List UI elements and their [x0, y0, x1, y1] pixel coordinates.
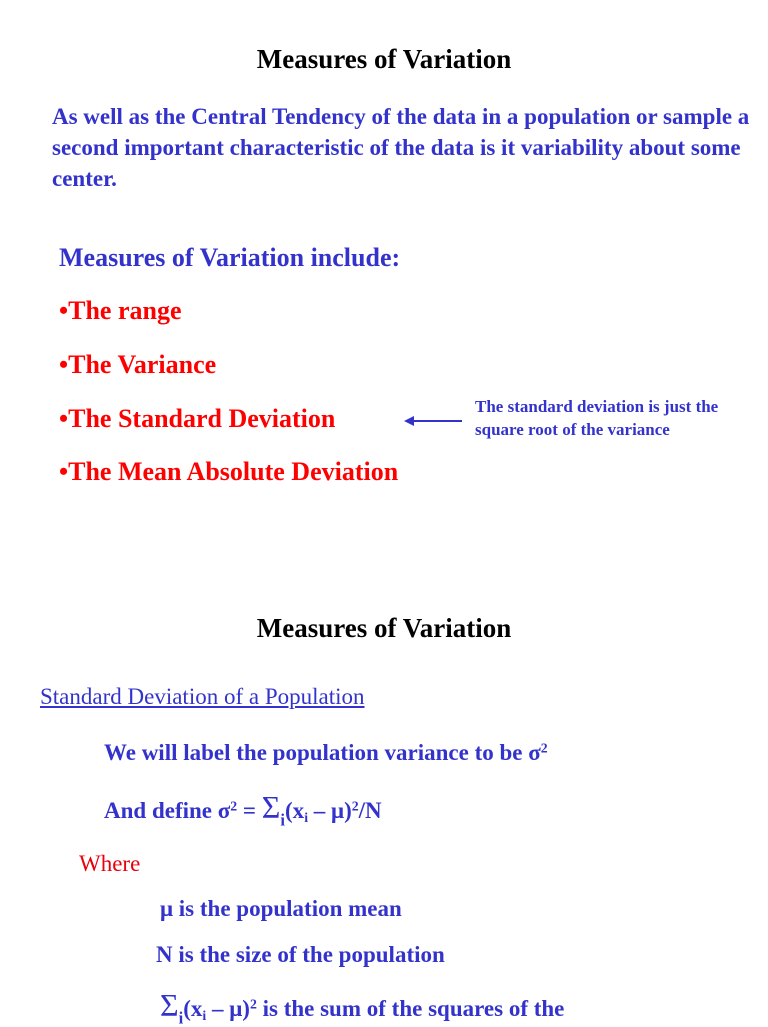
- where-label: Where: [79, 851, 141, 876]
- sum-exponent: 2: [249, 996, 257, 1012]
- slide-2-title: Measures of Variation: [256, 613, 512, 643]
- slide-1-title: Measures of Variation: [256, 44, 512, 74]
- label-line-text: We will label the population variance to be σ: [104, 740, 541, 765]
- bullet-standard-deviation: •The Standard Deviation: [59, 404, 336, 433]
- std-dev-note: The standard deviation is just the square root of the variance: [475, 397, 719, 439]
- n-definition: N is the size of the population: [156, 942, 445, 967]
- summation-index: i: [280, 810, 286, 830]
- define-end: /N: [358, 798, 382, 823]
- define-exponent-1: 2: [230, 798, 238, 814]
- define-pre: And define σ: [104, 798, 231, 823]
- bullet-range: •The range: [59, 296, 182, 325]
- sum-end: is the sum of the squares of the: [256, 996, 565, 1021]
- label-line-exponent: 2: [540, 740, 548, 756]
- includes-heading: Measures of Variation include:: [59, 243, 401, 272]
- x-index: i: [304, 810, 309, 826]
- define-mid: – μ): [308, 798, 352, 823]
- sum-mid: – μ): [206, 996, 250, 1021]
- bullet-mean-absolute-deviation: •The Mean Absolute Deviation: [59, 457, 399, 486]
- bullet-variance: •The Variance: [59, 350, 217, 379]
- summation-index-2: i: [178, 1008, 184, 1027]
- intro-paragraph: As well as the Central Tendency of the data in a population or sample a second important characteristic of the data is it variability about some center.: [52, 104, 750, 191]
- std-dev-population-heading: Standard Deviation of a Population: [40, 684, 365, 709]
- mu-definition: μ is the population mean: [160, 896, 402, 921]
- left-arrow-icon: [402, 413, 464, 429]
- summation-symbol-2: Σ: [160, 987, 179, 1023]
- define-exponent-2: 2: [351, 798, 359, 814]
- sum-of-squares-line: [160, 987, 565, 1027]
- summation-symbol: Σ: [261, 789, 281, 825]
- variance-definition-line: [104, 789, 382, 830]
- define-open: (x: [285, 798, 305, 823]
- sum-open: (x: [183, 996, 203, 1021]
- x-index-2: i: [202, 1008, 207, 1024]
- population-variance-label-line: [104, 740, 548, 766]
- define-equals: =: [237, 798, 262, 823]
